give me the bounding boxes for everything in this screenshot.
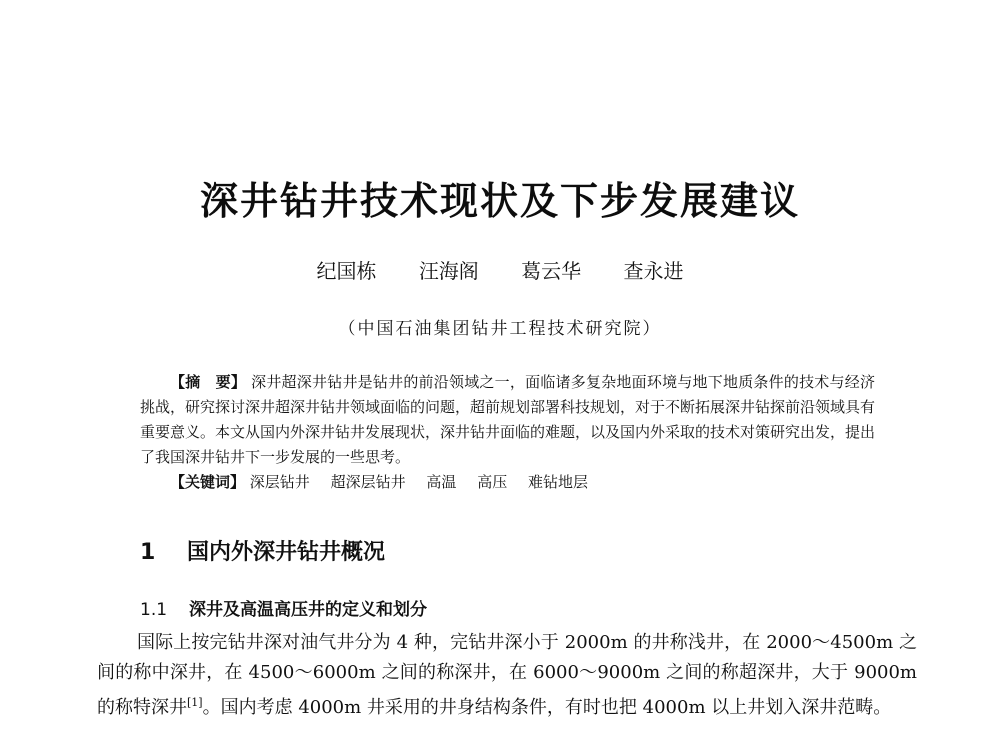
author-name: 查永进 (623, 259, 684, 283)
keywords-label: 【关键词】 (170, 473, 246, 491)
abstract-label: 【摘 要】 (170, 373, 247, 391)
subsection-title: 深井及高温高压井的定义和划分 (188, 600, 427, 620)
subsection-heading (140, 595, 427, 620)
keywords-paragraph (140, 470, 875, 495)
abstract-paragraph (140, 370, 875, 470)
subsection-number: 1.1 (140, 600, 168, 620)
section-heading (140, 535, 385, 566)
keyword: 高压 (477, 473, 508, 491)
abstract-block (140, 370, 875, 495)
body-text (97, 628, 917, 723)
section-title: 国内外深井钻井概况 (186, 540, 385, 565)
keyword: 超深层钻井 (330, 473, 406, 491)
keyword: 高温 (426, 473, 457, 491)
author-name: 纪国栋 (316, 259, 377, 283)
citation-ref[interactable]: [1] (187, 696, 203, 709)
keyword: 难钻地层 (527, 473, 588, 491)
body-text-part: 国际上按完钻井深对油气井分为 4 种，完钻井深小于 2000m 的井称浅井，在 2000～4500m 之间的称中深井，在 4500～6000m 之间的称深井，在 6000～9000m 之间的称超深井，大于 9000m 的称特深井 (97, 632, 917, 718)
paper-title: 深井钻井技术现状及下步发展建议 (199, 178, 800, 223)
body-text-part: 。国内考虑 4000m 井采用的井身结构条件，有时也把 4000m 以上井划入深井范畴。 (202, 697, 892, 718)
affiliation: （中国石油集团钻井工程技术研究院） (338, 319, 662, 339)
author-list (0, 255, 1000, 284)
section-number: 1 (140, 540, 156, 565)
keyword: 深层钻井 (249, 473, 310, 491)
body-paragraph (97, 628, 917, 723)
author-name: 葛云华 (521, 259, 582, 283)
author-name: 汪海阁 (418, 259, 479, 283)
abstract-text: 深井超深井钻井是钻井的前沿领域之一，面临诸多复杂地面环境与地下地质条件的技术与经济挑战，研究探讨深井超深井钻井领域面临的问题，超前规划部署科技规划，对于不断拓展深井钻探前沿领域具有重要意义。本文从国内外深井钻井发展现状，深井钻井面临的难题，以及国内外采取的技术对策研究出发，提出了我国深井钻井下一步发展的一些思考。 (140, 373, 876, 466)
